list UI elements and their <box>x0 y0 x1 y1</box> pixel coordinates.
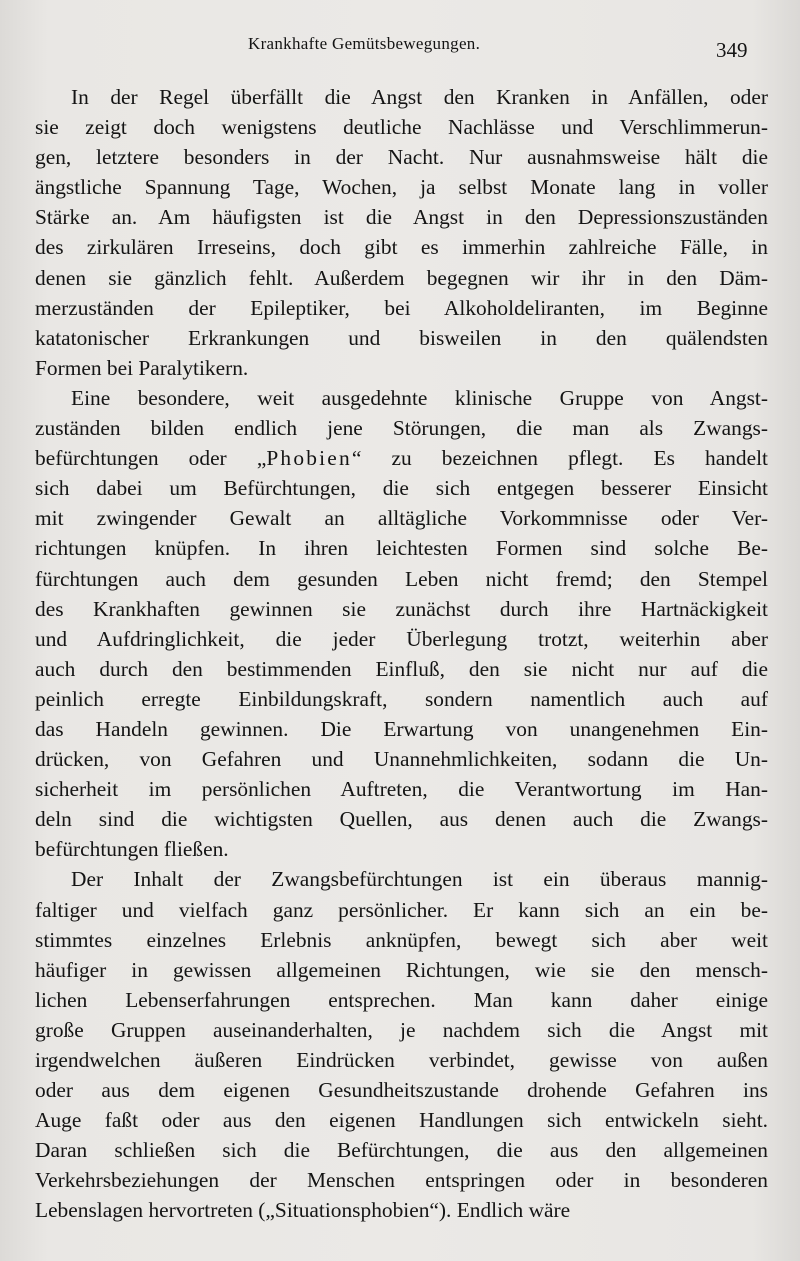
text-line: katatonischer Erkrankungen und bisweilen in den quälendsten <box>35 325 768 350</box>
text-line: zuständen bilden endlich jene Störungen, die man als Zwangs- <box>35 416 768 441</box>
emphasized-term: Phobien <box>266 446 352 471</box>
body-text <box>35 82 768 1226</box>
text-line: lichen Lebenserfahrungen entsprechen. Man kann daher einige <box>35 987 768 1012</box>
text-line: ängstliche Spannung Tage, Wochen, ja selbst Monate lang in voller <box>35 175 768 200</box>
text-line: große Gruppen auseinanderhalten, je nachdem sich die Angst mit <box>35 1017 768 1042</box>
paragraph <box>35 864 768 1225</box>
text-line: gen, letztere besonders in der Nacht. Nur ausnahmsweise hält die <box>35 145 768 170</box>
text-line: merzuständen der Epileptiker, bei Alkoholdeliranten, im Beginne <box>35 295 768 320</box>
running-head: Krankhafte Gemütsbewegungen. <box>248 34 481 53</box>
text-line: Der Inhalt der Zwangsbefürchtungen ist ein überaus mannig- <box>71 867 768 892</box>
text-line: irgendwelchen äußeren Eindrücken verbindet, gewisse von außen <box>35 1048 768 1072</box>
text-line: stimmtes einzelnes Erlebnis anknüpfen, bewegt sich aber weit <box>35 927 768 952</box>
text-line: Formen bei Paralytikern. <box>35 355 249 380</box>
text-line: fürchtungen auch dem gesunden Leben nicht fremd; den Stempel <box>35 566 768 591</box>
text-line: Verkehrsbeziehungen der Menschen entspringen oder in besonderen <box>35 1168 768 1193</box>
text-line: häufiger in gewissen allgemeinen Richtungen, wie sie den mensch- <box>35 957 768 982</box>
text-line: des zirkulären Irreseins, doch gibt es immerhin zahlreiche Fälle, in <box>35 235 768 260</box>
text-line: deln sind die wichtigsten Quellen, aus denen auch die Zwangs- <box>35 807 768 832</box>
text-line: des Krankhaften gewinnen sie zunächst durch ihre Hartnäckigkeit <box>35 596 768 621</box>
text-line: Eine besondere, weit ausgedehnte klinische Gruppe von Angst- <box>71 385 768 410</box>
text-line: sicherheit im persönlichen Auftreten, die Verantwortung im Han- <box>35 777 768 802</box>
text-line: sich dabei um Befürchtungen, die sich entgegen besserer Einsicht <box>35 476 768 501</box>
text-line: das Handeln gewinnen. Die Erwartung von unangenehmen Ein- <box>35 716 768 741</box>
text-line: Daran schließen sich die Befürchtungen, die aus den allgemeinen <box>35 1138 768 1163</box>
paragraph <box>35 383 768 865</box>
text-line: In der Regel überfällt die Angst den Kranken in Anfällen, oder <box>71 85 768 109</box>
text-line: Auge faßt oder aus den eigenen Handlungen sich entwickeln sieht. <box>35 1108 768 1133</box>
text-line: sie zeigt doch wenigstens deutliche Nachlässe und Verschlimmerun- <box>35 115 768 140</box>
text-line: und Aufdringlichkeit, die jeder Überlegung trotzt, weiterhin aber <box>35 626 768 651</box>
text-line: befürchtungen fließen. <box>35 837 229 862</box>
text-line: befürchtungen oder „Phobien“ zu bezeichnen pflegt. Es handelt <box>35 446 768 471</box>
text-line: auch durch den bestimmenden Einfluß, den sie nicht nur auf die <box>35 656 768 681</box>
text-line: drücken, von Gefahren und Unannehmlichkeiten, sodann die Un- <box>35 747 768 772</box>
text-line: denen sie gänzlich fehlt. Außerdem begegnen wir ihr in den Däm- <box>35 265 768 290</box>
paragraph <box>35 82 768 383</box>
page-number: 349 <box>716 38 748 62</box>
text-line: richtungen knüpfen. In ihren leichtesten Formen sind solche Be- <box>35 536 768 561</box>
text-line: oder aus dem eigenen Gesundheitszustande drohende Gefahren ins <box>35 1078 768 1103</box>
text-line: mit zwingender Gewalt an alltägliche Vorkommnisse oder Ver- <box>35 506 768 531</box>
text-line: Stärke an. Am häufigsten ist die Angst in den Depressionszuständen <box>35 205 768 230</box>
text-line: faltiger und vielfach ganz persönlicher. Er kann sich an ein be- <box>35 897 768 922</box>
text-line: peinlich erregte Einbildungskraft, sondern namentlich auch auf <box>35 686 768 711</box>
text-line: Lebenslagen hervortreten („Situationsphobien“). Endlich wäre <box>35 1198 571 1223</box>
